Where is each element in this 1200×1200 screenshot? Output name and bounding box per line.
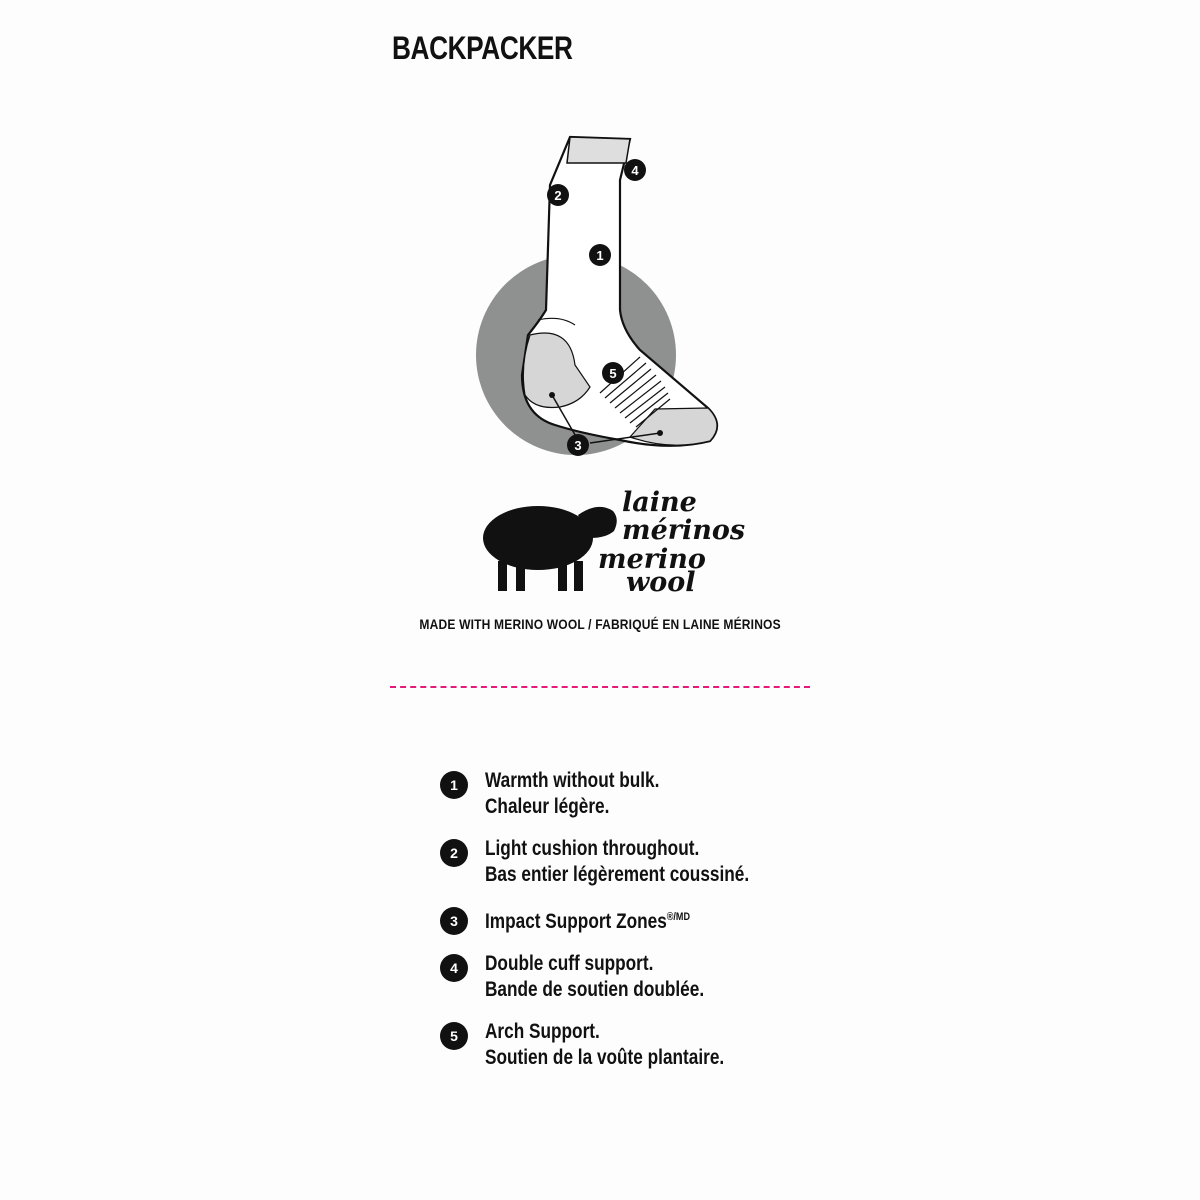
number-badge: 4 [440, 954, 468, 982]
number-badge: 2 [440, 839, 468, 867]
badge-wool: wool [626, 567, 696, 598]
callout-4-label: 4 [631, 163, 639, 178]
sheep-icon [483, 506, 617, 591]
feature-en: Warmth without bulk. [485, 769, 660, 792]
number-badge: 3 [440, 907, 468, 935]
callout-3-label: 3 [574, 438, 582, 453]
made-with-caption [0, 616, 1200, 632]
cuff-band [567, 137, 630, 163]
sock-diagram [480, 125, 740, 470]
feature-item-4 [440, 951, 900, 1003]
feature-fr: Bas entier légèrement coussiné. [485, 863, 750, 886]
section-divider [390, 686, 810, 688]
feature-en: Double cuff support. [485, 952, 654, 975]
number-badge: 5 [440, 1022, 468, 1050]
callout-5-label: 5 [609, 366, 617, 381]
badge-merino: merino [598, 544, 706, 575]
feature-item-1 [440, 768, 900, 820]
feature-item-2 [440, 836, 900, 888]
feature-list [440, 768, 900, 1087]
feature-en: Light cushion throughout. [485, 837, 700, 860]
feature-en: Impact Support Zones [485, 910, 667, 933]
badge-merinos: mérinos [622, 515, 746, 546]
feature-fr: Chaleur légère. [485, 795, 610, 818]
merino-wool-badge [478, 483, 746, 598]
feature-item-5 [440, 1019, 900, 1071]
made-with-text: MADE WITH MERINO WOOL / FABRIQUÉ EN LAINE MÉRINOS [419, 616, 781, 632]
feature-item-3 [440, 904, 900, 935]
feature-fr: Soutien de la voûte plantaire. [485, 1046, 725, 1069]
callout-1-label: 1 [596, 248, 604, 263]
registered-mark: ®/MD [666, 911, 690, 923]
number-badge: 1 [440, 771, 468, 799]
callout-2-label: 2 [554, 188, 562, 203]
badge-laine: laine [622, 487, 697, 518]
page-title: BACKPACKER [392, 30, 573, 66]
feature-fr: Bande de soutien doublée. [485, 978, 705, 1001]
feature-en: Arch Support. [485, 1020, 600, 1043]
